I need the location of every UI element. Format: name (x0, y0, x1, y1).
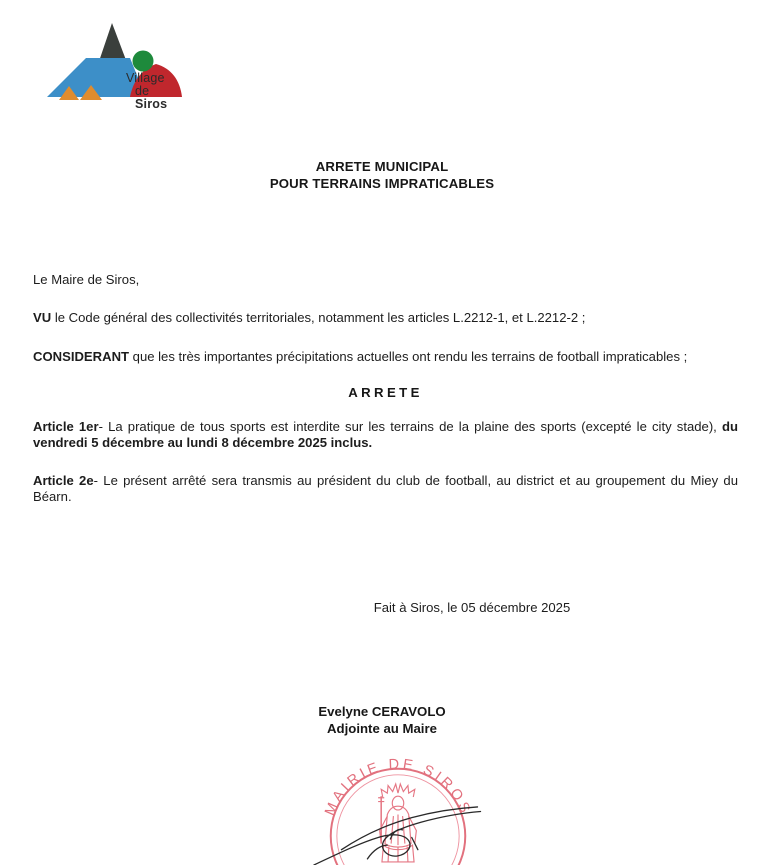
logo-word-de-siros (126, 85, 185, 111)
spacer (33, 452, 738, 473)
vu-paragraph (33, 310, 738, 327)
title-line-1: ARRETE MUNICIPAL (315, 159, 449, 174)
logo-word-de: de (135, 84, 150, 99)
spacer (33, 289, 738, 310)
considerant-label: CONSIDERANT (33, 349, 130, 364)
mairie-de-siros-stamp (288, 758, 508, 865)
article-2-label: Article 2e (33, 472, 94, 488)
signatory-role: Adjointe au Maire (327, 721, 437, 736)
village-de-siros-logo (40, 14, 185, 118)
logo-word-village: Village (126, 71, 165, 85)
vu-text: le Code général des collectivités territoriales, notamment les articles L.2212-1, et L.2212-2 ; (51, 309, 586, 325)
considerant-text: que les très importantes précipitations actuelles ont rendu les terrains de football impraticables ; (129, 349, 688, 364)
intro-paragraph: Le Maire de Siros, (33, 272, 140, 287)
logo-wordmark (126, 72, 185, 111)
spacer (33, 326, 738, 349)
article-1-text: - La pratique de tous sports est interdite sur les terrains de la plaine des sports (excepté le city stade), (98, 418, 722, 434)
document-title (0, 158, 764, 192)
signatory-name: Evelyne CERAVOLO (318, 704, 446, 719)
signatory-block (0, 703, 764, 737)
spacer (33, 400, 738, 419)
date-location-line: Fait à Siros, le 05 décembre 2025 (373, 600, 571, 615)
article-1-dates: du vendredi 5 décembre au lundi 8 décembre 2025 inclus. (33, 418, 738, 450)
considerant-paragraph (33, 349, 738, 366)
vu-label: VU (33, 309, 52, 325)
arrete-heading: ARRETE (348, 384, 423, 400)
logo-word-siros: Siros (135, 97, 168, 112)
document-body (33, 272, 738, 506)
stamp-circular-text: MAIRIE DE SIROS (322, 758, 474, 819)
article-1-label: Article 1er (33, 418, 99, 434)
green-sun-icon (133, 51, 154, 72)
article-2-text: - Le présent arrêté sera transmis au président du club de football, au district et au groupement du Miey du Béarn. (33, 472, 738, 504)
article-1-paragraph (33, 419, 738, 452)
title-line-2: POUR TERRAINS IMPRATICABLES (269, 176, 495, 191)
article-2-paragraph (33, 473, 738, 506)
stamp-graphic (288, 758, 508, 865)
spacer (33, 366, 738, 385)
